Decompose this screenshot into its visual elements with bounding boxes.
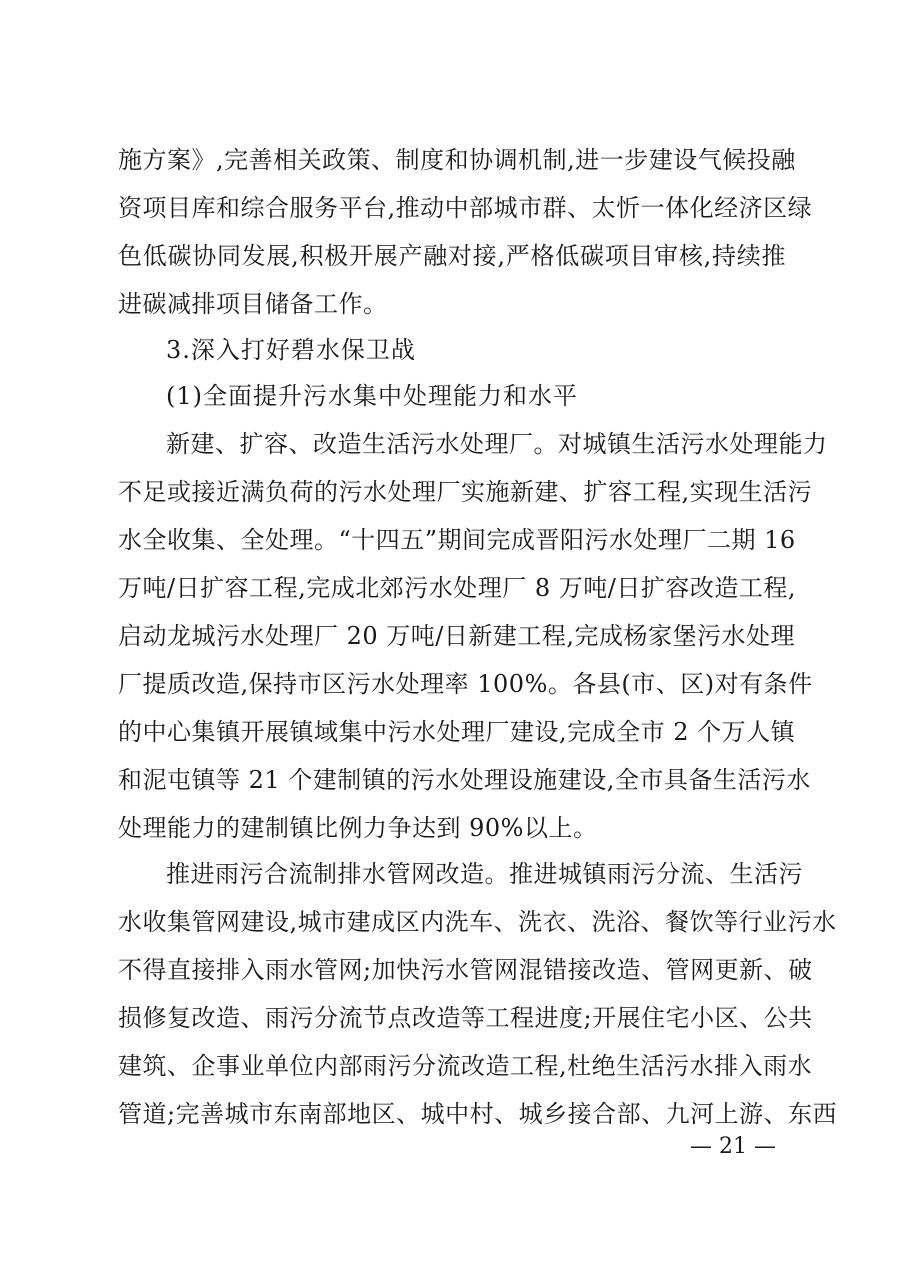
paragraph-3-line-3: 不得直接排入雨水管网;加快污水管网混错接改造、管网更新、破 xyxy=(118,956,813,984)
paragraph-1-line-1: 施方案》,完善相关政策、制度和协调机制,进一步建设气候投融 xyxy=(118,146,796,174)
subsection-heading: (1)全面提升污水集中处理能力和水平 xyxy=(166,382,578,410)
paragraph-1-line-4: 进碳减排项目储备工作。 xyxy=(118,290,388,318)
section-heading: 3.深入打好碧水保卫战 xyxy=(166,336,416,364)
paragraph-2-line-8: 和泥屯镇等 21 个建制镇的污水处理设施建设,全市具备生活污水 xyxy=(118,766,811,794)
paragraph-3-line-6: 管道;完善城市东南部地区、城中村、城乡接合部、九河上游、东西 xyxy=(118,1100,838,1128)
paragraph-2-line-5: 启动龙城污水处理厂 20 万吨/日新建工程,完成杨家堡污水处理 xyxy=(118,622,796,650)
paragraph-2-line-7: 的中心集镇开展镇域集中污水处理厂建设,完成全市 2 个万人镇 xyxy=(118,718,796,746)
paragraph-1-line-2: 资项目库和综合服务平台,推动中部城市群、太忻一体化经济区绿 xyxy=(118,194,813,222)
paragraph-3-line-2: 水收集管网建设,城市建成区内洗车、洗衣、洗浴、餐饮等行业污水 xyxy=(118,908,837,936)
paragraph-3-line-5: 建筑、企事业单位内部雨污分流改造工程,杜绝生活污水排入雨水 xyxy=(118,1052,813,1080)
paragraph-2-line-3: 水全收集、全处理。“十四五”期间完成晋阳污水处理厂二期 16 xyxy=(118,526,796,554)
paragraph-2-line-9: 处理能力的建制镇比例力争达到 90%以上。 xyxy=(118,814,598,842)
paragraph-2-line-2: 不足或接近满负荷的污水处理厂实施新建、扩容工程,实现生活污 xyxy=(118,478,813,506)
page-number: — 21 — xyxy=(690,1134,776,1159)
paragraph-1-line-3: 色低碳协同发展,积极开展产融对接,严格低碳项目审核,持续推 xyxy=(118,242,786,270)
paragraph-2-line-4: 万吨/日扩容工程,完成北郊污水处理厂 8 万吨/日扩容改造工程, xyxy=(118,574,796,602)
paragraph-2-line-6: 厂提质改造,保持市区污水处理率 100%。各县(市、区)对有条件 xyxy=(118,670,813,698)
paragraph-3-line-1: 推进雨污合流制排水管网改造。推进城镇雨污分流、生活污 xyxy=(166,860,803,888)
paragraph-2-line-1: 新建、扩容、改造生活污水处理厂。对城镇生活污水处理能力 xyxy=(166,430,828,458)
paragraph-3-line-4: 损修复改造、雨污分流节点改造等工程进度;开展住宅小区、公共 xyxy=(118,1004,813,1032)
